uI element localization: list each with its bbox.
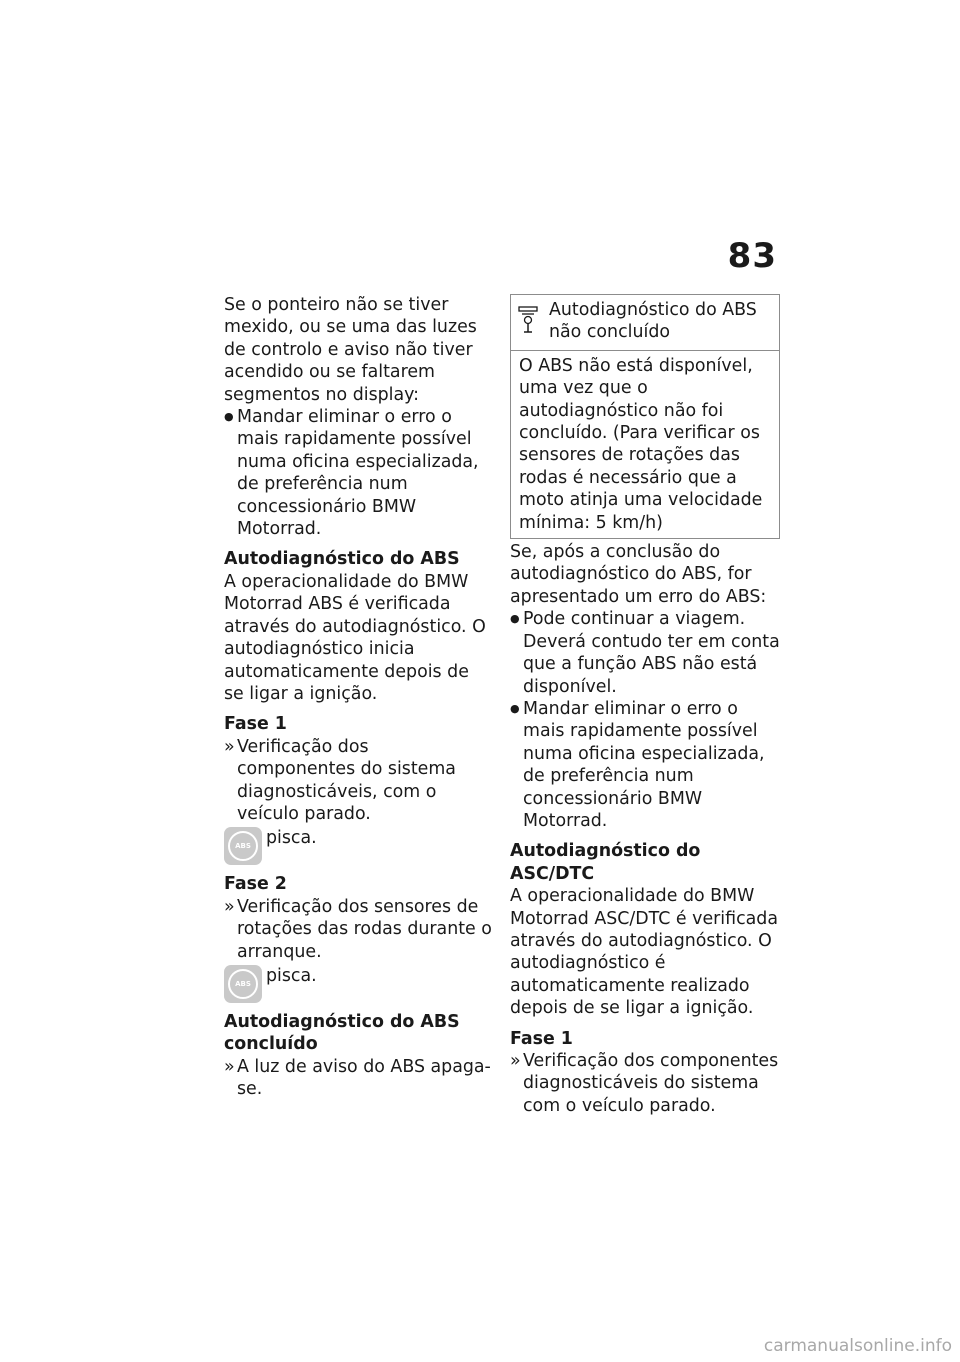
workshop-bullet: ● Mandar eliminar o erro o mais rapidamente possível numa oficina especializada, de preferência num concessionário BMW Motorrad. (510, 698, 780, 832)
abs-lamp-label: ABS (228, 831, 258, 861)
right-column (510, 294, 780, 1117)
page-number: 83 (727, 236, 777, 276)
intro-paragraph: Se o ponteiro não se tiver mexido, ou se uma das luzes de controlo e aviso não tiver acendido ou se faltarem segmentos no display: (224, 295, 477, 405)
abs-lamp-label: ABS (228, 969, 258, 999)
notice-box (510, 294, 780, 539)
left-column (224, 294, 492, 1101)
abs-self-diagnosis-text: A operacionalidade do BMW Motorrad ABS é verificada através do autodiagnóstico. O autodiagnóstico inicia automaticamente depois de se ligar a ignição. (224, 571, 486, 704)
fase1-lamp-text: pisca. (266, 828, 317, 849)
asc-dtc-text: A operacionalidade do BMW Motorrad ASC/DTC é verificada através do autodiagnóstico. O autodiagnóstico é automaticamente realizado depois de se ligar a ignição. (510, 886, 778, 1019)
fase1-step: » Verificação dos componentes do sistema diagnosticáveis, com o veículo parado. (224, 736, 492, 826)
fase1-heading: Fase 1 (224, 714, 287, 735)
abs-done-step: » A luz de aviso do ABS apaga-se. (224, 1056, 492, 1101)
notice-header (511, 295, 779, 351)
fase2-lamp-text: pisca. (266, 965, 317, 986)
fase1-lamp-line (224, 827, 492, 865)
abs-error-paragraph: Se, após a conclusão do autodiagnóstico do ABS, for apresentado um erro do ABS: (510, 542, 767, 607)
abs-self-diagnosis-heading: Autodiagnóstico do ABS (224, 549, 460, 570)
tools-wrench-icon (517, 305, 539, 335)
fase2-heading: Fase 2 (224, 874, 287, 895)
asc-fase1-heading: Fase 1 (510, 1028, 573, 1049)
notice-body: O ABS não está disponível, uma vez que o autodiagnóstico não foi concluído. (Para verificar os sensores de rotações das rodas é necessário que a moto atinja uma velocidade mínima: 5 km/h) (519, 355, 763, 533)
continue-ride-bullet: ● Pode continuar a viagem. Deverá contudo ter em conta que a função ABS não está disponível. (510, 608, 780, 698)
intro-bullet: ● Mandar eliminar o erro o mais rapidamente possível numa oficina especializada, de preferência num concessionário BMW Motorrad. (224, 406, 492, 540)
fase2-lamp-line (224, 965, 492, 1003)
notice-title: Autodiagnóstico do ABS não concluído (549, 300, 757, 343)
fase2-step: » Verificação dos sensores de rotações das rodas durante o arranque. (224, 896, 492, 963)
watermark: carmanualsonline.info (763, 1336, 952, 1356)
abs-warning-light-icon (224, 827, 262, 865)
asc-fase1-step: » Verificação dos componentes diagnosticáveis do sistema com o veículo parado. (510, 1050, 780, 1117)
abs-warning-light-icon (224, 965, 262, 1003)
abs-done-heading: Autodiagnóstico do ABS concluído (224, 1011, 460, 1055)
asc-dtc-heading: Autodiagnóstico do ASC/DTC (510, 841, 701, 884)
